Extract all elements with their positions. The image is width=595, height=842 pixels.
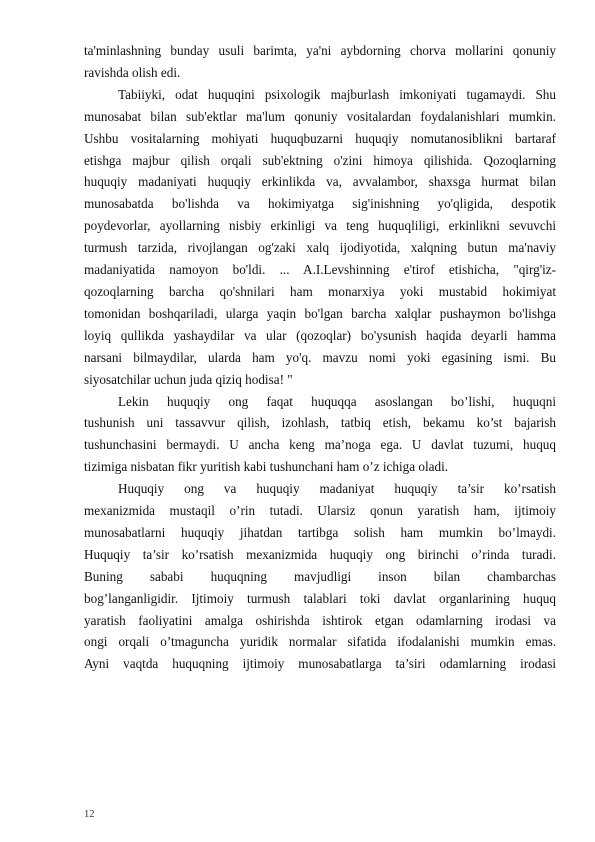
text-line: mexanizmida mustaqil o’rin tutadi. Ularsiz qonun yaratish ham, ijtimoiy [84, 503, 556, 519]
text-line: munosabatlarni huquqiy jihatdan tartibga solish ham mumkin bo’lmaydi. [84, 524, 556, 540]
paragraph-4 [84, 478, 556, 675]
text-line: etishga majbur qilish orqali sub'ektning o'zini himoya qilishida. Qozoqlarning [84, 152, 556, 168]
page-number: 12 [84, 809, 95, 820]
text-line: ongi orqali o’tmaguncha yuridik normalar sifatida ifodalanishi mumkin emas. [84, 634, 556, 650]
text-line: Lekin huquqiy ong faqat huquqqa asoslangan bo’lishi, huquqni [118, 393, 556, 409]
text-line: tizimiga nisbatan fikr yuritish kabi tushunchani ham o’z ichiga oladi. [84, 459, 449, 475]
text-line: munosabat bilan sub'ektlar ma'lum qonuniy vositalardan foydalanishlari mumkin. [84, 108, 556, 124]
text-line: munosabatda bo'lishda va hokimiyatga sig'inishning yo'qligida, despotik [84, 196, 556, 212]
text-line: ravishda olish edi. [84, 64, 181, 80]
paragraph-3 [84, 391, 556, 479]
document-page [84, 40, 556, 675]
text-line: turmush tarzida, rivojlangan og'zaki xalq ijodiyotida, xalqning butun ma'naviy [84, 240, 556, 256]
text-line: tushunchasini bermaydi. U ancha keng ma’noga ega. U davlat tuzumi, huquq [84, 437, 556, 453]
text-line: Huquqiy ta’sir ko’rsatish mexanizmida huquqiy ong birinchi o’rinda turadi. [84, 546, 556, 562]
text-line: Buning sababi huquqning mavjudligi inson bilan chambarchas [84, 568, 556, 584]
text-line: Ayni vaqtda huquqning ijtimoiy munosabatlarga ta’siri odamlarning irodasi [84, 656, 556, 672]
paragraph-2 [84, 84, 556, 391]
paragraph-1 [84, 40, 556, 84]
text-line: Tabiiyki, odat huquqini psixologik majburlash imkoniyati tugamaydi. Shu [118, 86, 556, 102]
text-line: bog’langanligidir. Ijtimoiy turmush talablari toki davlat organlarining huquq [84, 590, 556, 606]
text-line: poydevorlar, ayollarning nisbiy erkinligi va teng huquqliligi, erkinlikni sevuvchi [84, 218, 556, 234]
text-line: tomonidan boshqariladi, ularga yaqin bo'lgan barcha xalqlar pushaymon bo'lishga [84, 305, 556, 321]
text-line: narsani bilmaydilar, ularda ham yo'q. mavzu nomi yoki egasining ismi. Bu [84, 349, 556, 365]
text-line: loyiq qullikda yashaydilar va ular (qozoqlar) bo'ysunish haqida deyarli hamma [84, 327, 556, 343]
text-line: siyosatchilar uchun juda qiziq hodisa! " [84, 371, 293, 387]
text-line: tushunish uni tassavvur qilish, izohlash, tatbiq etish, bekamu ko’st bajarish [84, 415, 556, 431]
text-line: ta'minlashning bunday usuli barimta, ya'ni aybdorning chorva mollarini qonuniy [84, 43, 556, 58]
text-line: yaratish faoliyatini amalga oshirishda ishtirok etgan odamlarning irodasi va [84, 612, 556, 628]
text-line: madaniyatida namoyon bo'ldi. ... A.I.Levshinning e'tirof etishicha, "qirg'iz- [84, 262, 556, 278]
text-line: Ushbu vositalarning mohiyati huquqbuzarni huquqiy nomutanosiblikni bartaraf [84, 130, 556, 146]
text-line: Huquqiy ong va huquqiy madaniyat huquqiy ta’sir ko’rsatish [118, 481, 556, 497]
text-line: qozoqlarning barcha qo'shnilari ham monarxiya yoki mustabid hokimiyat [84, 283, 556, 299]
text-line: huquqiy madaniyati huquqiy erkinlikda va, avvalambor, shaxsga hurmat bilan [84, 174, 556, 190]
